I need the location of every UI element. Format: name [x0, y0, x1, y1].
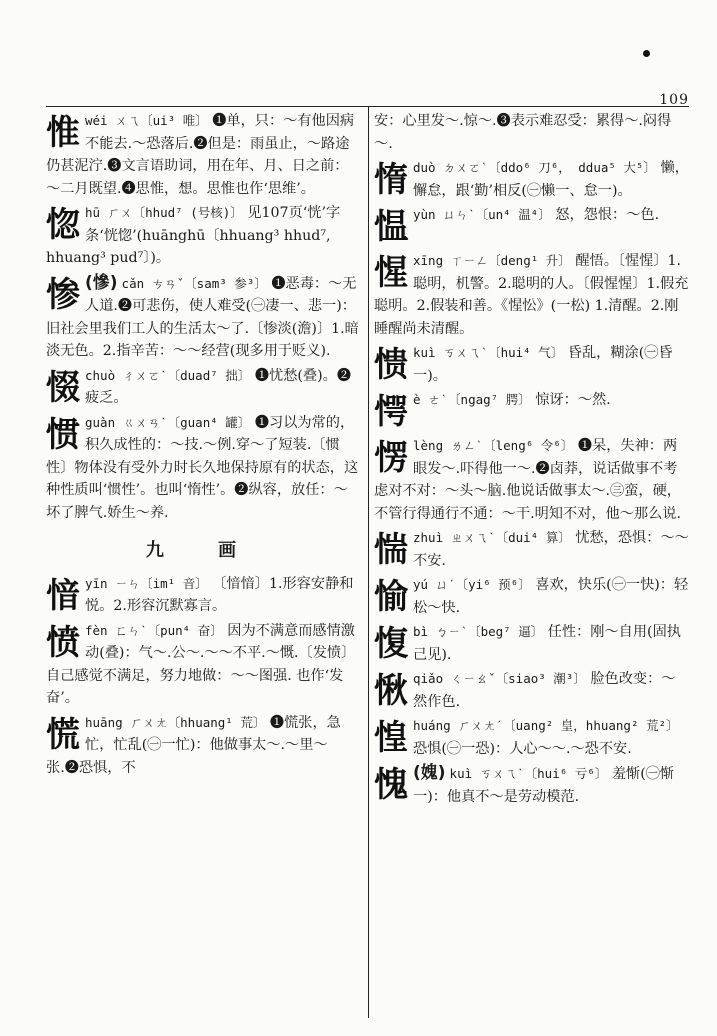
entry-pronunciation: yīn ㄧㄣ〔im¹ 音〕	[85, 575, 208, 591]
entry-pronunciation: bì ㄅㄧˋ〔beg⁷ 逼〕	[413, 624, 544, 639]
entry-pronunciation: yùn ㄩㄣˋ〔un⁴ 温⁴〕	[413, 207, 551, 222]
dictionary-entry	[46, 202, 360, 270]
dictionary-entry	[46, 110, 360, 200]
entry-definition: ❶习以为常的，积久成性的：～技.～例.穿～了短装.〔惯性〕物体没有受外力时长久地保持原有的状态，这种性质叫‘惯性’。也叫‘惰性’。❷纵容，放任：～坏了脾气.娇生～养.	[46, 414, 359, 521]
entry-pronunciation: duò ㄉㄨㄛˋ〔ddo⁶ 刀⁶， ddua⁵ 大⁵〕	[413, 160, 656, 175]
entry-pronunciation: huáng ㄏㄨㄤˊ〔uang² 皇，hhuang² 荒²〕	[413, 718, 679, 733]
entry-definition: 任性：刚～自用(固执己见).	[413, 624, 681, 663]
entry-pronunciation: cǎn ㄘㄢˇ〔sam³ 参³〕	[121, 275, 267, 291]
ink-dot	[643, 50, 650, 57]
entry-headword: 惨	[46, 274, 80, 315]
dictionary-entry	[374, 250, 689, 340]
dictionary-entry	[46, 365, 360, 410]
entry-headword: 愤	[46, 622, 80, 663]
entry-definition: 见107页‘恍’字条‘恍惚’(huānghū〔hhuang³ hhud⁷, hhuang³ pud⁷〕)。	[46, 205, 341, 266]
entry-pronunciation: hū ㄏㄨ〔hhud⁷ (号核)〕	[85, 205, 243, 220]
entry-headword: 愎	[374, 624, 408, 664]
entry-headword: 愕	[374, 392, 408, 432]
entry-pronunciation: xīng ㄒㄧㄥ〔deng¹ 升〕	[413, 253, 571, 268]
dictionary-entry	[46, 412, 360, 525]
entry-headword: 愀	[374, 671, 408, 711]
entry-definition: 安：心里发～.惊～.❸表示难忍受：累得～.闷得～.	[374, 113, 672, 152]
dictionary-entry	[46, 620, 360, 710]
entry-definition: ❶忧愁(叠)。❷疲乏。	[85, 367, 352, 406]
entry-definition: 恐惧(㊀一恐)：人心～～.～恐不安.	[413, 740, 632, 757]
dictionary-entry	[374, 110, 689, 155]
entry-definition: 喜欢，快乐(㊀一快)：轻松～快.	[413, 577, 689, 616]
entry-pronunciation: yú ㄩˊ〔yi⁶ 预⁶〕	[413, 577, 531, 592]
entry-variant-form: (慘)	[85, 272, 118, 293]
entry-headword: 愠	[374, 207, 408, 247]
page-number: 109	[659, 92, 689, 108]
entry-headword: 惟	[46, 113, 80, 153]
entry-definition: ❶呆，失神：两眼发～.吓得他一～.❷卤莽，说话做事不考虑对不对：～头～脑.他说话做事太～.㊂蛮，硬，不管行得通行不通：～干.明知不对，他～那么说.	[374, 438, 681, 522]
entry-definition: 羞惭(㊀惭一)：他真不～是劳动模范.	[413, 766, 675, 805]
dictionary-entry	[374, 389, 689, 433]
entry-definition: 惊讶：～然.	[535, 392, 611, 408]
right-column	[374, 110, 689, 810]
entry-pronunciation: qiǎo ㄑㄧㄠˇ〔siao³ 潮³〕	[413, 671, 586, 686]
dictionary-entry	[374, 762, 689, 808]
entry-definition: 脸色改变：～然作色.	[413, 671, 676, 710]
entry-pronunciation: kuì ㄎㄨㄟˋ〔hui⁴ 气〕	[413, 345, 564, 360]
entry-headword: 惰	[374, 160, 408, 200]
dictionary-entry	[374, 157, 689, 202]
entry-pronunciation: lèng ㄌㄥˋ〔leng⁶ 令⁶〕	[413, 438, 574, 453]
dictionary-entry	[374, 574, 689, 619]
section-title: 九 画	[145, 540, 261, 561]
entry-definition: ❶单，只：～有他因病不能去.～恐落后.❷但是：雨虽止，～路途仍甚泥泞.❸文言语助词，用在年、月、日之前：～二月既望.❹思惟，想。思惟也作‘思维’。	[46, 113, 355, 197]
dictionary-entry	[374, 342, 689, 387]
entry-headword: 愉	[374, 577, 408, 617]
entry-headword: 惯	[46, 414, 80, 455]
dictionary-entry	[46, 573, 360, 618]
dictionary-entry	[374, 527, 689, 572]
dictionary-entry	[374, 435, 689, 525]
entry-definition: 忧愁，恐惧：～～不安.	[413, 530, 689, 569]
dictionary-entry	[374, 715, 689, 760]
entry-definition: 〔愔愔〕1.形容安静和悦。2.形容沉默寡言。	[85, 575, 354, 614]
entry-headword: 愣	[374, 438, 408, 478]
entry-pronunciation: zhuì ㄓㄨㄟˋ〔dui⁴ 算〕	[413, 530, 571, 545]
entry-definition: 昏乱，糊涂(㊀昏一)。	[413, 345, 673, 384]
entry-pronunciation: chuò ㄔㄨㄛˋ〔duad⁷ 拙〕	[85, 367, 251, 383]
entry-headword: 惺	[374, 253, 408, 293]
entry-headword: 惚	[46, 205, 80, 245]
dictionary-entry	[374, 621, 689, 666]
dictionary-entry	[374, 668, 689, 713]
entry-headword: 惶	[374, 718, 408, 758]
entry-definition: 怒，怨恨：～色.	[555, 207, 660, 223]
entry-definition: ❶慌张，急忙，忙乱(㊀一忙)：他做事太～.～里～张.❷恐惧，不	[46, 714, 341, 776]
dictionary-entry	[374, 204, 689, 248]
entry-pronunciation: guàn ㄍㄨㄢˋ〔guan⁴ 罐〕	[85, 414, 251, 430]
entry-definition: 懒，懈怠，跟‘勤’相反(㊀懒一、怠一)。	[413, 160, 689, 199]
left-column	[46, 110, 360, 781]
entry-pronunciation: huāng ㄏㄨㄤ〔hhuang¹ 荒〕	[85, 714, 266, 730]
entry-pronunciation: è ㄜˋ〔ngag⁷ 腭〕	[413, 392, 531, 407]
entry-headword: 惙	[46, 367, 80, 408]
entry-pronunciation: kuì ㄎㄨㄟˋ〔hui⁶ 亏⁶〕	[449, 766, 608, 781]
entry-variant-form: (媿)	[413, 763, 446, 783]
dictionary-entry	[46, 272, 360, 363]
entry-definition: 醒悟。〔惺惺〕1.聪明，机警。2.聪明的人。〔假惺惺〕1.假充聪明。2.假装和善。《惺忪》(一松) 1.清醒。2.刚睡醒尚未清醒。	[374, 253, 689, 337]
dictionary-entry	[46, 712, 360, 780]
entry-headword: 慌	[46, 714, 80, 755]
entry-headword: 惴	[374, 530, 408, 570]
entry-headword: 愦	[374, 345, 408, 385]
entry-headword: 愔	[46, 575, 80, 616]
entry-pronunciation: wéi ㄨㄟ〔ui³ 唯〕	[85, 113, 208, 128]
entry-definition: 因为不满意而感情激动(叠)：气～.公～.～～不平.～慨.〔发愤〕自己感觉不满足，努力地做：～～图强. 也作‘发奋’。	[46, 622, 356, 706]
column-divider	[368, 106, 369, 1018]
entry-definition: ❶恶毒：～无人道.❷可悲伤，使人难受(㊀凄一、悲一)：旧社会里我们工人的生活太～了.〔惨淡(澹)〕1.暗淡无色。2.指辛苦：～～经营(现多用于贬义).	[46, 275, 359, 359]
entry-pronunciation: fèn ㄈㄣˋ〔pun⁴ 奋〕	[85, 622, 223, 638]
entry-headword: 愧	[374, 765, 408, 805]
